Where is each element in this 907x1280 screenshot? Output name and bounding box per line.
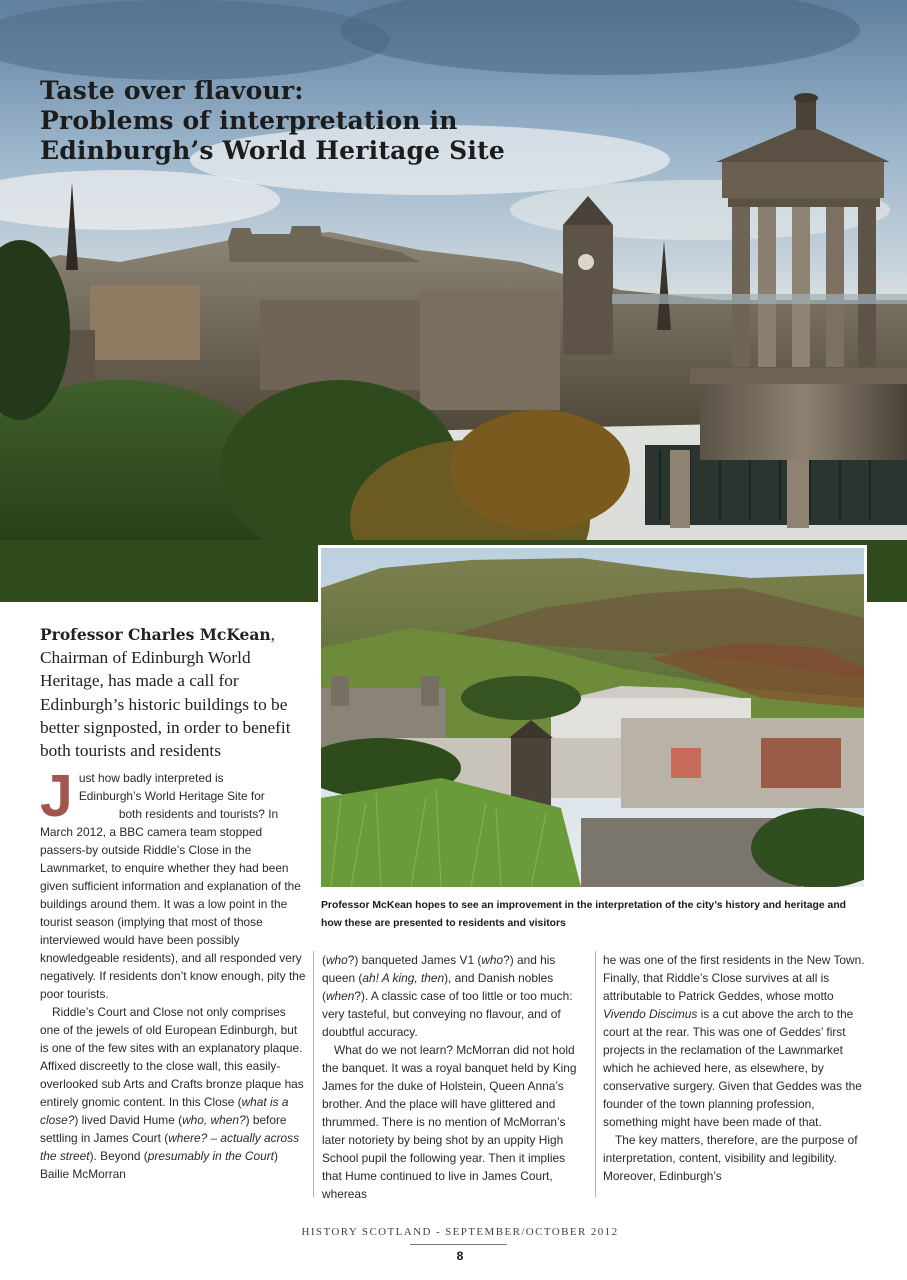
geddes-motto: Vivendo Discimus — [603, 1007, 698, 1021]
p1-rest: 2012, a BBC camera team stopped passers-by outside Riddle’s Close in the Lawnmarket, to enquire whether they had been given sufficient information and explanation of the buildings around them. It was a low point in the tourist season (implying that most of those interviewed would have been possibly knowledgeable residents), and all responded very negatively. If residents don’t know enough, pity the poor tourists. — [40, 825, 306, 1001]
p2-text-e: ) Bailie McMorran — [40, 1149, 278, 1181]
p2-text-c: ) before settling in James Court ( — [40, 1113, 287, 1145]
title-line-1: Taste over flavour: — [40, 76, 304, 105]
inset-photo — [318, 545, 867, 890]
body-column-2 — [322, 951, 586, 1203]
p2-aside-3: where? – actually across the street — [40, 1131, 300, 1163]
body-column-1 — [40, 763, 306, 1183]
page-number: 8 — [456, 1249, 464, 1263]
p2-text-a: Riddle’s Court and Close not only comprises one of the jewels of old European Edinburgh, but is one of the few sites with an explanatory plaque. Affixed discreetly to the close wall, this easily-overlooked sub Arts and Crafts bronze plaque has entirely gnomic content. In this Close ( — [40, 1005, 304, 1109]
c2-text-c: ?) and his queen ( — [322, 953, 556, 985]
paragraph-3 — [322, 951, 586, 1041]
c2-aside-1: who — [325, 953, 348, 967]
paragraph-2 — [40, 1003, 306, 1183]
column-divider — [313, 951, 314, 1197]
hero-photo — [0, 0, 907, 602]
standfirst — [40, 623, 302, 762]
running-footer: HISTORY SCOTLAND - SEPTEMBER/OCTOBER 2012 — [301, 1226, 619, 1238]
c3-text-b: is a cut above the arch to the court at the rear. This was one of Geddes’ first projects in the reclamation of the Lawnmarket which he achieved here, as elsewhere, by conservative surgery. Given that Geddes was the founder of the town planning profession, something might have been made of that. — [603, 1007, 862, 1129]
p2-text-b: ) lived David Hume ( — [74, 1113, 183, 1127]
c2-text-b: ?) banqueted James V1 ( — [347, 953, 482, 967]
c2-text-a: ( — [322, 953, 326, 967]
c2-aside-2: who — [481, 953, 504, 967]
paragraph-1 — [40, 763, 306, 1003]
column-divider — [595, 951, 596, 1197]
c2-text-d: ), and Danish nobles ( — [322, 971, 554, 1003]
p2-aside-4: presumably in the Court — [147, 1149, 274, 1163]
c2-aside-3: ah! A king, then — [362, 971, 445, 985]
paragraph-6: The key matters, therefore, are the purpose of interpretation, content, visibility and legibility. Moreover, Edinburgh’s — [603, 1133, 858, 1183]
c2-text-e: ?). A classic case of too little or too much: very tasteful, but conveying no flavour, and of doubtful accuracy. — [322, 989, 573, 1039]
photo-caption: Professor McKean hopes to see an improvement in the interpretation of the city’s history and heritage and how these are presented to residents and visitors — [321, 900, 847, 929]
c3-text-a: he was one of the first residents in the New Town. Finally, that Riddle’s Close survives at all is attributable to Patrick Geddes, whose motto — [603, 953, 865, 1003]
p2-aside-2: who, when? — [182, 1113, 246, 1127]
c2-aside-4: when — [325, 989, 355, 1003]
drop-cap: J — [40, 763, 73, 829]
title-line-3: Edinburgh’s World Heritage Site — [40, 136, 505, 165]
footer-divider — [410, 1244, 507, 1245]
p2-aside-1: what is a close? — [40, 1095, 289, 1127]
p2-text-d: ). Beyond ( — [89, 1149, 148, 1163]
title-line-2: Problems of interpretation in — [40, 106, 458, 135]
paragraph-5 — [603, 951, 865, 1131]
holyrood-landscape-image — [321, 548, 864, 887]
paragraph-4: What do we not learn? McMorran did not hold the banquet. It was a royal banquet held by King James for the duke of Holstein, Queen Anna’s brother. And the place will have glittered and thrummed. There is no mention of McMorran’s later notoriety by being shot by an uppity High School pupil the following year. Then it implies that Hume continued to live in James Court, whereas — [322, 1043, 577, 1201]
p1-line-3: both residents and tourists? In March — [40, 807, 279, 839]
standfirst-text: , Chairman of Edinburgh World Heritage, has made a call for Edinburgh’s historic buildings to be better signposted, in order to benefit both tourists and residents — [40, 625, 291, 761]
p1-line-2: Edinburgh’s World Heritage Site for — [78, 789, 265, 803]
article-title — [40, 76, 505, 166]
body-column-3 — [603, 951, 865, 1185]
p1-line-1: ust how badly interpreted is — [78, 771, 224, 785]
author-name: Professor Charles McKean — [40, 625, 271, 644]
